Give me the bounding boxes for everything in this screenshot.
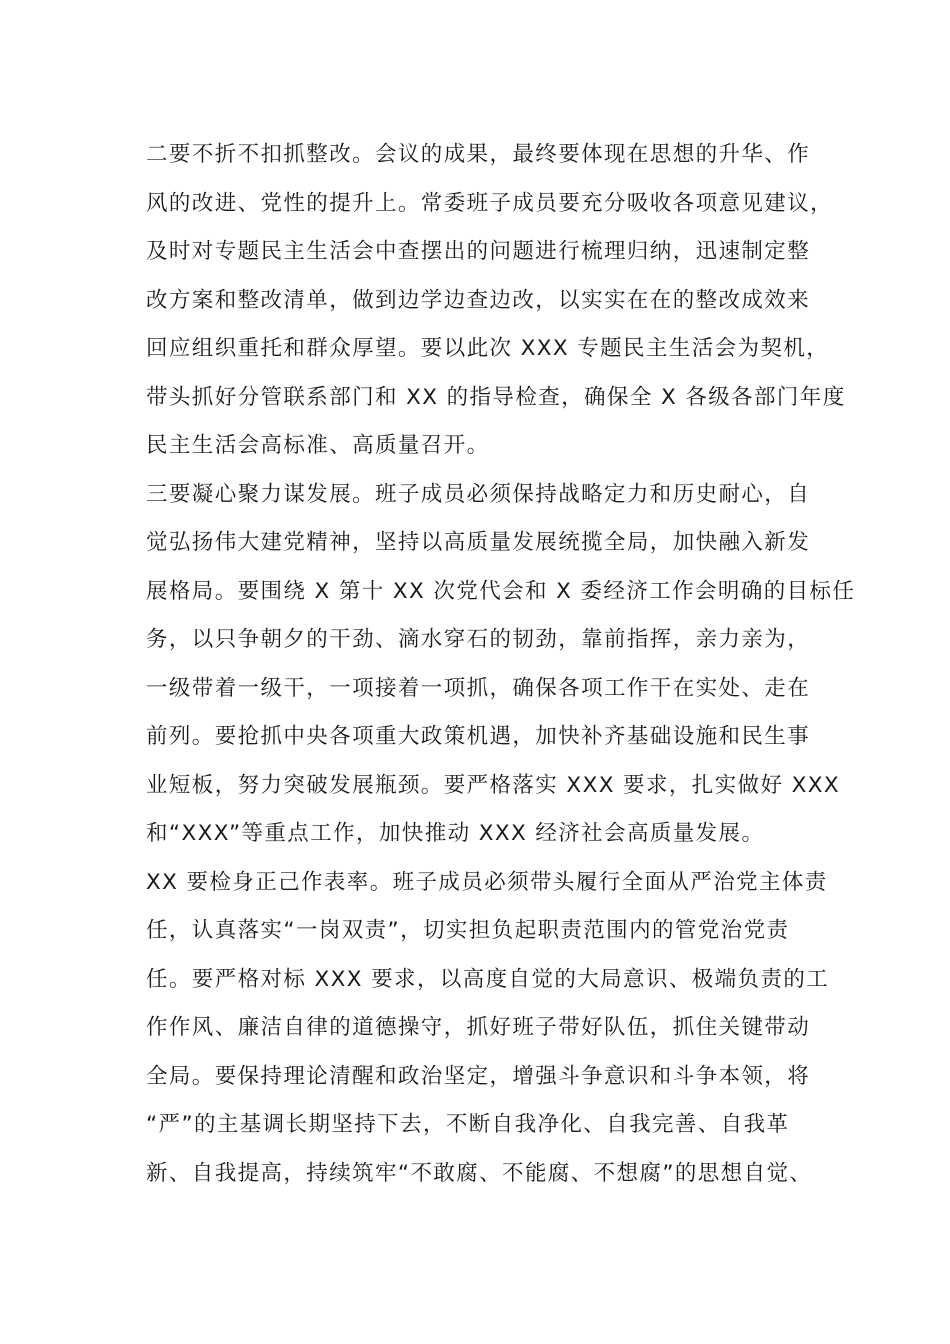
- text-line: 二要不折不扣抓整改。会议的成果，最终要体现在思想的升华、作: [146, 142, 811, 167]
- text-line: 展格局。要围绕 X 第十 XX 次党代会和 X 委经济工作会明确的目标任: [146, 578, 856, 604]
- text-line: 一级带着一级干，一项接着一项抓，确保各项工作干在实处、走在: [146, 675, 811, 701]
- text-line: 民主生活会高标准、高质量召开。: [146, 433, 490, 458]
- text-line: 改方案和整改清单，做到边学边查边改，以实实在在的整改成效来: [146, 287, 811, 313]
- text-line: 和“XXX”等重点工作，加快推动 XXX 经济社会高质量发展。: [146, 821, 765, 846]
- text-line: XX 要检身正己作表率。班子成员必须带头履行全面从严治党主体责: [146, 869, 828, 895]
- text-line: 回应组织重托和群众厚望。要以此次 XXX 专题民主生活会为契机，: [146, 336, 830, 361]
- text-line: 作作风、廉洁自律的道德操守，抓好班子带好队伍，抓住关键带动: [146, 1015, 811, 1040]
- text-line: 觉弘扬伟大建党精神，坚持以高质量发展统揽全局，加快融入新发: [146, 530, 811, 555]
- text-line: 风的改进、党性的提升上。常委班子成员要充分吸收各项意见建议，: [146, 190, 834, 216]
- text-line: 新、自我提高，持续筑牢“不敢腐、不能腐、不想腐”的思想自觉、: [146, 1160, 813, 1186]
- text-line: 任。要严格对标 XXX 要求，以高度自觉的大局意识、极端负责的工: [146, 966, 830, 992]
- text-line: “严”的主基调长期坚持下去，不断自我净化、自我完善、自我革: [146, 1112, 790, 1137]
- text-line: 及时对专题民主生活会中查摆出的问题进行梳理归纳，迅速制定整: [146, 239, 811, 264]
- text-line: 带头抓好分管联系部门和 XX 的指导检查，确保全 X 各级各部门年度: [146, 384, 846, 410]
- text-line: 前列。要抢抓中央各项重大政策机遇，加快补齐基础设施和民生事: [146, 724, 811, 749]
- text-line: 任，认真落实“一岗双责”，切实担负起职责范围内的管党治党责: [146, 918, 790, 943]
- body-text: [146, 131, 856, 1198]
- text-line: 务，以只争朝夕的干劲、滴水穿石的韧劲，靠前指挥，亲力亲为，: [146, 627, 811, 652]
- text-line: 全局。要保持理论清醒和政治坚定，增强斗争意识和斗争本领，将: [146, 1063, 811, 1089]
- text-line: 三要凝心聚力谋发展。班子成员必须保持战略定力和历史耐心，自: [146, 481, 811, 507]
- text-line: 业短板，努力突破发展瓶颈。要严格落实 XXX 要求，扎实做好 XXX: [146, 772, 840, 798]
